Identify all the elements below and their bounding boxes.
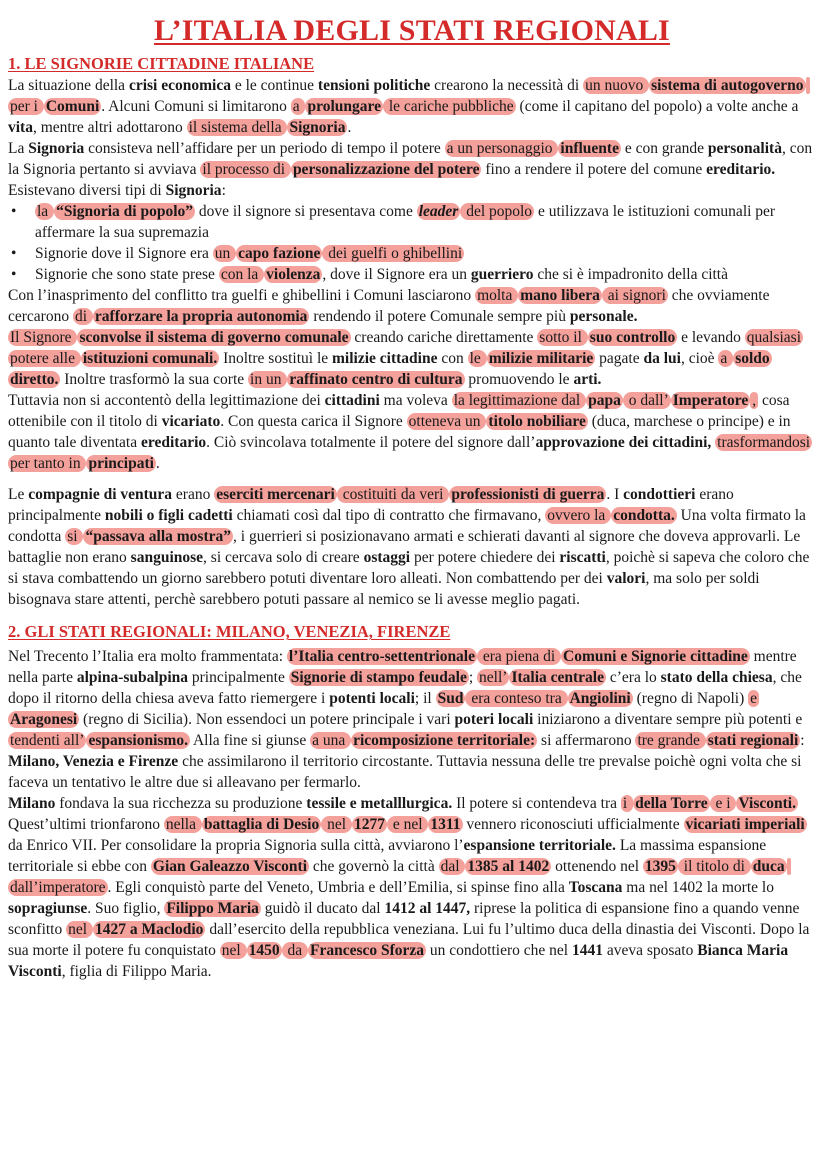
highlighted-text: 1427 a Maclodio xyxy=(94,921,204,938)
highlighted-text: eserciti mercenari xyxy=(216,486,335,503)
highlighted-text: “Signoria di popolo” xyxy=(56,203,194,220)
highlighted-text: leader xyxy=(418,203,459,220)
highlighted-text: duca xyxy=(752,858,785,875)
highlighted-text: stati regionali xyxy=(707,732,799,749)
highlighted-text: raffinato centro di cultura xyxy=(289,371,463,388)
paragraph: Nel Trecento l’Italia era molto frammentata: l’Italia centro-settentrionale era piena di Comuni e Signorie cittadine mentre nella parte alpina-subalpina principalmente Signorie di stampo feudale ; nell’ Italia centrale c’era lo stato della chiesa, che dopo il ritorno della chiesa aveva fatto riemergere i potenti locali; il Sud era conteso tra Angiolini (regno di Napoli) e Aragonesi (regno di Sicilia). Non essendoci un potere principale i vari poteri locali iniziarono a diventare sempre più potenti e tendenti all’ espansionismo. Alla fine si giunse a una ricomposizione territoriale: si affermarono tre grande stati regionali : Milano, Venezia e Firenze che assimilarono il territorio circostante. Tuttavia nessuna delle tre prevalse poichè ogni volta che si faceva un tentativo le altre due si alleavano per fermarlo. xyxy=(8,648,805,791)
highlighted-text: titolo nobiliare xyxy=(488,413,586,430)
highlighted-text: nel xyxy=(323,816,350,833)
highlighted-text: con la xyxy=(220,266,263,283)
highlighted-text: sotto il xyxy=(539,329,586,346)
paragraph: La Signoria consisteva nell’affidare per un periodo di tempo il potere a un personaggio influente e con grande personalità, con la Signoria pertanto si avviava il processo di personalizzazione del potere fino a rendere il potere del comune ereditario. xyxy=(8,140,813,178)
list-item: • Signorie che sono state prese con la violenza , dove il Signore era un guerriero che si è impadronito della città xyxy=(35,264,816,285)
highlighted-text: Angiolini xyxy=(569,690,631,707)
highlighted-text: costituiti da veri xyxy=(338,486,448,503)
highlighted-text: l’Italia centro-settentrionale xyxy=(288,648,475,665)
paragraph: Il Signore sconvolse il sistema di governo comunale creando cariche direttamente sotto il suo controllo e levando qualsiasi potere alle istituzioni comunali. Inoltre sostituì le milizie cittadine con le milizie militarie pagate da lui, cioè a soldo diretto. Inoltre trasformò la sua corte in un raffinato centro di cultura promuovendo le arti. xyxy=(10,329,802,388)
highlighted-text: molta xyxy=(477,287,517,304)
highlighted-text: trasformandosi per tanto in xyxy=(10,434,811,472)
highlighted-text: la xyxy=(37,203,53,220)
highlighted-text: nel xyxy=(68,921,91,938)
highlighted-text: sconvolse il sistema di governo comunale xyxy=(79,329,349,346)
highlighted-text: mano libera xyxy=(520,287,600,304)
list-item: • la “Signoria di popolo” dove il signore si presentava come leader del popolo e utilizzava le istituzioni comunali per affermare la sua supremazia xyxy=(35,201,816,243)
highlighted-text: le cariche pubbliche xyxy=(384,98,514,115)
highlighted-text: un nuovo xyxy=(585,77,648,94)
highlighted-text: il sistema della xyxy=(188,119,286,136)
highlighted-text: in un xyxy=(250,371,286,388)
highlighted-text: si xyxy=(67,528,82,545)
highlighted-text: a un personaggio xyxy=(446,140,557,157)
highlighted-text: tendenti all’ xyxy=(10,732,85,749)
highlighted-text: personalizzazione del potere xyxy=(292,161,480,178)
highlighted-text: tre grande xyxy=(637,732,704,749)
highlighted-text: influente xyxy=(560,140,619,157)
highlighted-text: Francesco Sforza xyxy=(309,942,425,959)
highlighted-text: di xyxy=(74,308,91,325)
highlighted-text: Visconti. xyxy=(738,795,796,812)
highlighted-text: 1395 xyxy=(644,858,676,875)
highlighted-text: 1277 xyxy=(353,816,385,833)
highlighted-text: qualsiasi potere alle xyxy=(10,329,802,367)
highlighted-text: soldo diretto. xyxy=(10,350,770,388)
highlighted-text: 1311 xyxy=(430,816,461,833)
highlighted-text: dal xyxy=(440,858,464,875)
highlighted-text: rafforzare la propria autonomia xyxy=(94,308,308,325)
highlighted-text: da xyxy=(283,942,306,959)
highlighted-text: condotta. xyxy=(613,507,675,524)
paragraph: Milano fondava la sua ricchezza su produzione tessile e metalllurgica. Il potere si contendeva tra i della Torre e i Visconti. Quest’ultimi trionfarono nella battaglia di Desio nel 1277 e nel 1311 vennero riconosciuti ufficialmente vicariati imperiali da Enrico VII. Per consolidare la propria Signoria sulla città, avviarono l’espansione territoriale. La massima espansione territoriale si ebbe con Gian Galeazzo Visconti che governò la città dal 1385 al 1402 ottenendo nel 1395 il titolo di duca dall’imperatore . Egli conquistò parte del Veneto, Umbria e dell’Emilia, si spinse fino alla Toscana ma nel 1402 la morte lo sopragiunse. Suo figlio, Filippo Maria guidò il ducato dal 1412 al 1447, riprese la politica di espansione fino a quando venne sconfitto nel 1427 a Maclodio dall’esercito della repubblica veneziana. Lui fu l’ultimo duca della dinastia dei Visconti. Dopo la sua morte il potere fu conquistato nel 1450 da Francesco Sforza un condottiero che nel 1441 aveva sposato Bianca Maria Visconti, figlia di Filippo Maria. xyxy=(8,795,810,980)
highlighted-text: violenza xyxy=(266,266,321,283)
highlighted-text: Comuni xyxy=(45,98,100,115)
highlighted-text: a una xyxy=(312,732,350,749)
highlighted-text: era piena di xyxy=(479,648,560,665)
highlighted-text: 1450 xyxy=(248,942,280,959)
highlighted-text: Comuni e Signorie cittadine xyxy=(563,648,748,665)
highlighted-text: ovvero la xyxy=(547,507,610,524)
highlighted-text: battaglia di Desio xyxy=(203,816,320,833)
list-item: • Signorie dove il Signore era un capo fazione dei guelfi o ghibellini xyxy=(35,243,816,264)
section-1-heading: 1. LE SIGNORIE CITTADINE ITALIANE xyxy=(8,54,315,73)
highlighted-text: i xyxy=(622,795,632,812)
highlighted-text: per i xyxy=(8,77,810,115)
signoria-types-list xyxy=(8,201,816,285)
highlighted-text: del popolo xyxy=(462,203,533,220)
highlighted-text: 1385 al 1402 xyxy=(467,858,550,875)
highlighted-text: un xyxy=(214,245,235,262)
highlighted-text: nel xyxy=(221,942,245,959)
highlighted-text: otteneva un xyxy=(408,413,485,430)
highlighted-text: Imperatore xyxy=(672,392,749,409)
highlighted-text: le xyxy=(469,350,485,367)
highlighted-text: principati xyxy=(88,455,154,472)
highlighted-text: il titolo di xyxy=(679,858,749,875)
page-title: L’ITALIA DEGLI STATI REGIONALI xyxy=(154,14,670,47)
paragraph: Tuttavia non si accontentò della legittimazione dei cittadini ma voleva la legittimazione dal papa o dall’ Imperatore , cosa ottenibile con il titolo di vicariato. Con questa carica il Signore otteneva un titolo nobiliare (duca, marchese o principe) e in quanto tale diventata ereditario. Ciò svincolava totalmente il potere del signore dall’approvazione dei cittadini, trasformandosi per tanto in principati . xyxy=(8,392,811,472)
highlighted-text: milizie militarie xyxy=(488,350,594,367)
section-2-heading: 2. GLI STATI REGIONALI: MILANO, VENEZIA, FIRENZE xyxy=(8,622,451,641)
highlighted-text: a xyxy=(292,98,304,115)
highlighted-text: Gian Galeazzo Visconti xyxy=(152,858,308,875)
highlighted-text: nella xyxy=(165,816,200,833)
highlighted-text: e nel xyxy=(388,816,427,833)
highlighted-text: prolungare xyxy=(307,98,381,115)
highlighted-text: Filippo Maria xyxy=(166,900,259,917)
highlighted-text: ricomposizione territoriale: xyxy=(353,732,536,749)
highlighted-text: Signoria xyxy=(289,119,346,136)
highlighted-text: papa xyxy=(588,392,621,409)
highlighted-text: e xyxy=(750,690,757,707)
highlighted-text: istituzioni comunali. xyxy=(82,350,218,367)
highlighted-text: Aragonesi xyxy=(10,711,78,728)
highlighted-text: a xyxy=(720,350,732,367)
highlighted-text: suo controllo xyxy=(589,329,676,346)
highlighted-text: vicariati imperiali xyxy=(685,816,805,833)
highlighted-text: Sud xyxy=(437,690,464,707)
highlighted-text: la legittimazione dal xyxy=(453,392,585,409)
highlighted-text: “passava alla mostra” xyxy=(85,528,232,545)
highlighted-text: era conteso tra xyxy=(467,690,566,707)
highlighted-text: Signorie di stampo feudale xyxy=(290,669,467,686)
paragraph: Le compagnie di ventura erano eserciti mercenari costituiti da veri professionisti di guerra . I condottieri erano principalmente nobili o figli cadetti chiamati così dal tipo di contratto che firmavano, ovvero la condotta. Una volta firmato la condotta si “passava alla mostra” , i guerrieri si posizionavano armati e schierati davanti al signore che doveva approvarli. Le battaglie non erano sanguinose, si cercava solo di creare ostaggi per potere chiedere dei riscatti, poichè si sapeva che coloro che si stava combattendo un giorno sarebbero potuti diventare loro alleati. Non combattendo per dei valori, ma solo per soldi bisognava stare attenti, perchè sarebbero potuti passare al nemico se li avesse meglio pagati. xyxy=(8,486,810,608)
highlighted-text: Italia centrale xyxy=(511,669,604,686)
highlighted-text: , xyxy=(752,392,757,409)
highlighted-text: sistema di autogoverno xyxy=(651,77,804,94)
highlighted-text: espansionismo. xyxy=(88,732,188,749)
highlighted-text: o dall’ xyxy=(624,392,669,409)
highlighted-text: dall’imperatore xyxy=(8,858,791,896)
highlighted-text: il processo di xyxy=(202,161,289,178)
highlighted-text: ai signori xyxy=(603,287,666,304)
highlighted-text: dei guelfi o ghibellini xyxy=(324,245,463,262)
paragraph: La situazione della crisi economica e le continue tensioni politiche crearono la necessità di un nuovo sistema di autogoverno per i Comuni . Alcuni Comuni si limitarono a prolungare le cariche pubbliche (come il capitano del popolo) a volte anche a vita, mentre altri adottarono il sistema della Signoria . xyxy=(8,75,816,138)
highlighted-text: Il Signore xyxy=(10,329,76,346)
paragraph: Con l’inasprimento del conflitto tra guelfi e ghibellini i Comuni lasciarono molta mano libera ai signori che ovviamente cercarono di rafforzare la propria autonomia rendendo il potere Comunale sempre più personale. xyxy=(8,287,770,325)
highlighted-text: capo fazione xyxy=(238,245,321,262)
highlighted-text: della Torre xyxy=(635,795,708,812)
highlighted-text: e i xyxy=(711,795,735,812)
paragraph: Esistevano diversi tipi di Signoria: xyxy=(8,182,226,199)
highlighted-text: nell’ xyxy=(479,669,508,686)
highlighted-text: professionisti di guerra xyxy=(451,486,605,503)
